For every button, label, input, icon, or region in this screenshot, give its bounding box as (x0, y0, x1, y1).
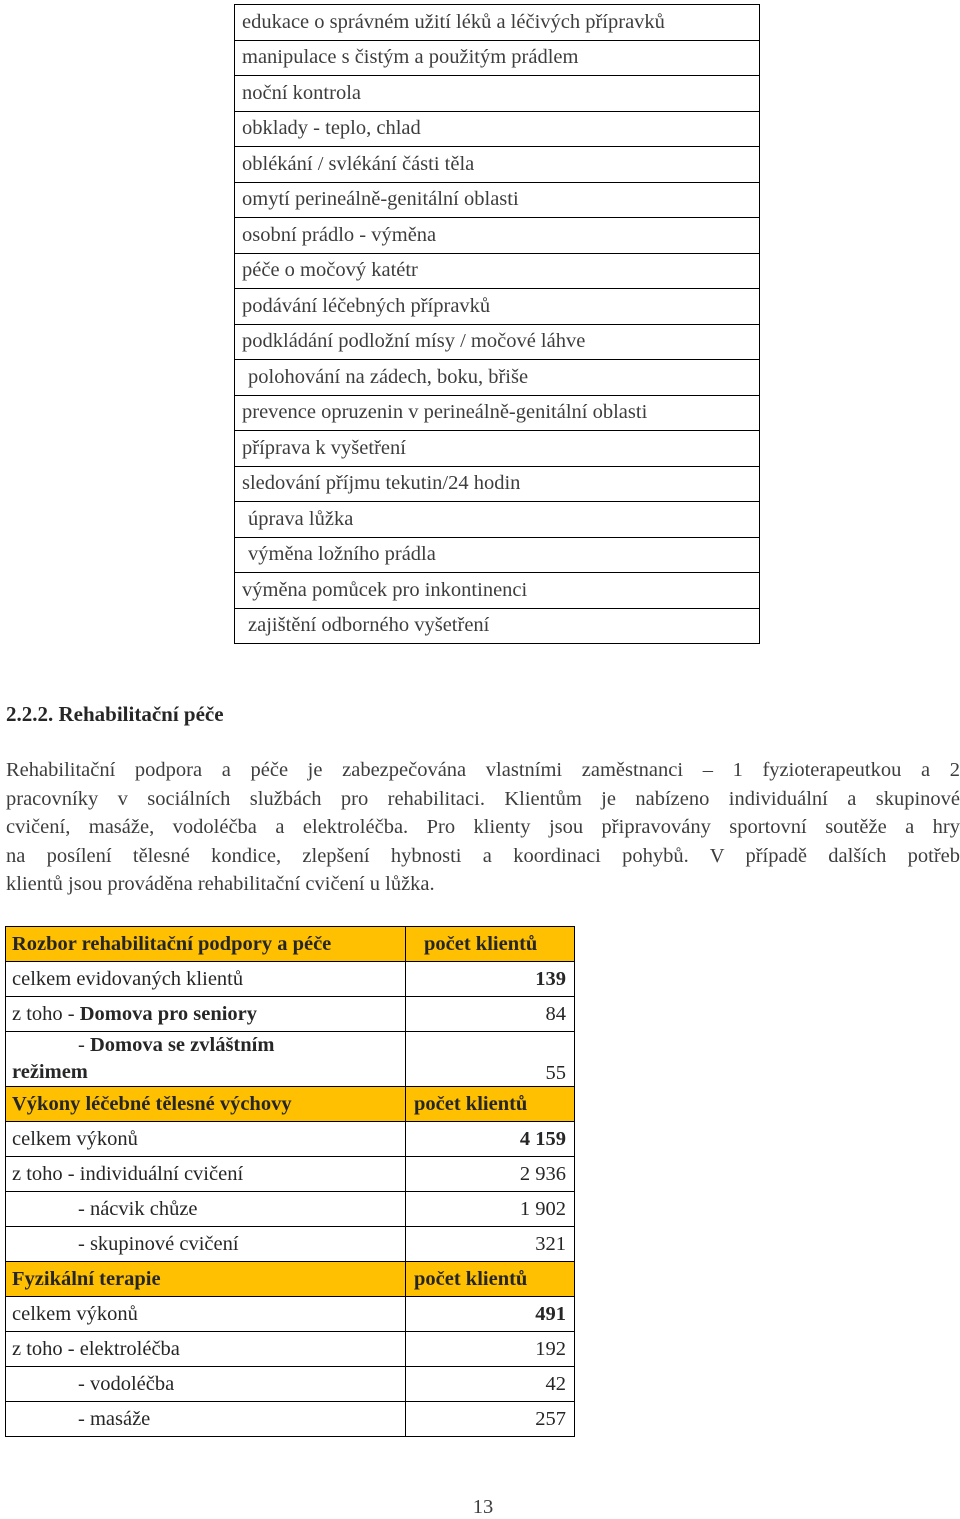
row-label-line (12, 1059, 399, 1086)
header-count: počet klientů (406, 1087, 575, 1122)
row-value: 4 159 (406, 1122, 575, 1157)
table-row (235, 431, 760, 467)
row-label: - nácvik chůze (6, 1192, 406, 1227)
table-row (6, 1402, 575, 1437)
row-label (6, 1032, 406, 1087)
row-value: 42 (406, 1367, 575, 1402)
list-item: výměna pomůcek pro inkontinenci (235, 573, 760, 609)
table-row (6, 1192, 575, 1227)
list-item: úprava lůžka (235, 502, 760, 538)
row-label: - vodoléčba (6, 1367, 406, 1402)
row-label: - masáže (6, 1402, 406, 1437)
list-item: podkládání podložní mísy / močové láhve (235, 324, 760, 360)
table-header-row (6, 927, 575, 962)
list-item: omytí perineálně-genitální oblasti (235, 182, 760, 218)
table-row (235, 289, 760, 325)
row-label: z toho - individuální cvičení (6, 1157, 406, 1192)
table-row (6, 997, 575, 1032)
row-label: z toho - elektroléčba (6, 1332, 406, 1367)
table-row (235, 573, 760, 609)
list-item: zajištění odborného vyšetření (235, 608, 760, 644)
row-value: 84 (406, 997, 575, 1032)
table-row (235, 608, 760, 644)
table-row (6, 1367, 575, 1402)
list-item: sledování příjmu tekutin/24 hodin (235, 466, 760, 502)
header-count: počet klientů (406, 1262, 575, 1297)
table-row (235, 537, 760, 573)
list-item: obklady - teplo, chlad (235, 111, 760, 147)
table-row (235, 324, 760, 360)
table-row (6, 962, 575, 997)
list-item: příprava k vyšetření (235, 431, 760, 467)
rehabilitation-paragraph (6, 756, 960, 899)
table-row (235, 76, 760, 112)
row-label: celkem výkonů (6, 1297, 406, 1332)
header-count: počet klientů (406, 927, 575, 962)
table-row (235, 218, 760, 254)
table-row (235, 147, 760, 183)
row-label-bold: režimem (12, 1061, 88, 1083)
section-heading: 2.2.2. Rehabilitační péče (6, 702, 224, 726)
row-value: 491 (406, 1297, 575, 1332)
header-label: Výkony léčebné tělesné výchovy (6, 1087, 406, 1122)
row-label (6, 997, 406, 1032)
paragraph-line: klientů jsou prováděna rehabilitační cvičení u lůžka. (6, 873, 435, 896)
paragraph-line: cvičení, masáže, vodoléčba a elektroléčba. Pro klienty jsou připravovány sportovní soutěže a hry (6, 816, 960, 839)
row-label: - skupinové cvičení (6, 1227, 406, 1262)
header-label: Fyzikální terapie (6, 1262, 406, 1297)
table-row (6, 1332, 575, 1367)
list-item: prevence opruzenin v perineálně-genitální oblasti (235, 395, 760, 431)
table-row (235, 182, 760, 218)
row-prefix: z toho - (12, 1002, 80, 1025)
care-activities-table (234, 4, 760, 644)
table-row (235, 395, 760, 431)
table-row (6, 1032, 575, 1087)
table-row (235, 40, 760, 76)
page-number: 13 (472, 1496, 494, 1518)
list-item: osobní prádlo - výměna (235, 218, 760, 254)
table-row (6, 1227, 575, 1262)
rehabilitation-stats-table (5, 926, 575, 1437)
list-item: noční kontrola (235, 76, 760, 112)
row-label-bold: Domova se zvláštním (89, 1034, 275, 1056)
row-value: 192 (406, 1332, 575, 1367)
list-item: polohování na zádech, boku, břiše (235, 360, 760, 396)
table-row (235, 5, 760, 41)
table-header-row (6, 1262, 575, 1297)
table-row (235, 253, 760, 289)
header-label: Rozbor rehabilitační podpory a péče (6, 927, 406, 962)
row-value: 2 936 (406, 1157, 575, 1192)
list-item: podávání léčebných přípravků (235, 289, 760, 325)
list-item: péče o močový katétr (235, 253, 760, 289)
row-prefix: - (78, 1034, 90, 1056)
paragraph-line: pracovníky v sociálních službách pro rehabilitaci. Klientům je nabízeno individuální a skupinové (6, 787, 960, 810)
table-row (235, 111, 760, 147)
row-value: 139 (406, 962, 575, 997)
row-label-line (12, 1032, 399, 1059)
table-header-row (6, 1087, 575, 1122)
list-item: edukace o správném užití léků a léčivých přípravků (235, 5, 760, 41)
table-row (6, 1297, 575, 1332)
paragraph-line: na posílení tělesné kondice, zlepšení hybnosti a koordinaci pohybů. V případě dalších potřeb (6, 844, 960, 867)
list-item: výměna ložního prádla (235, 537, 760, 573)
table-row (6, 1122, 575, 1157)
row-label: celkem výkonů (6, 1122, 406, 1157)
list-item: oblékání / svlékání části těla (235, 147, 760, 183)
paragraph-line: Rehabilitační podpora a péče je zabezpečována vlastními zaměstnanci – 1 fyzioterapeutkou a 2 (6, 759, 960, 781)
row-label-bold: Domova pro seniory (79, 1002, 258, 1025)
table-row (235, 360, 760, 396)
table-row (6, 1157, 575, 1192)
table-row (235, 502, 760, 538)
row-value: 321 (406, 1227, 575, 1262)
row-value: 257 (406, 1402, 575, 1437)
table-row (235, 466, 760, 502)
row-value: 55 (406, 1032, 575, 1087)
row-label: celkem evidovaných klientů (6, 962, 406, 997)
list-item: manipulace s čistým a použitým prádlem (235, 40, 760, 76)
row-value: 1 902 (406, 1192, 575, 1227)
